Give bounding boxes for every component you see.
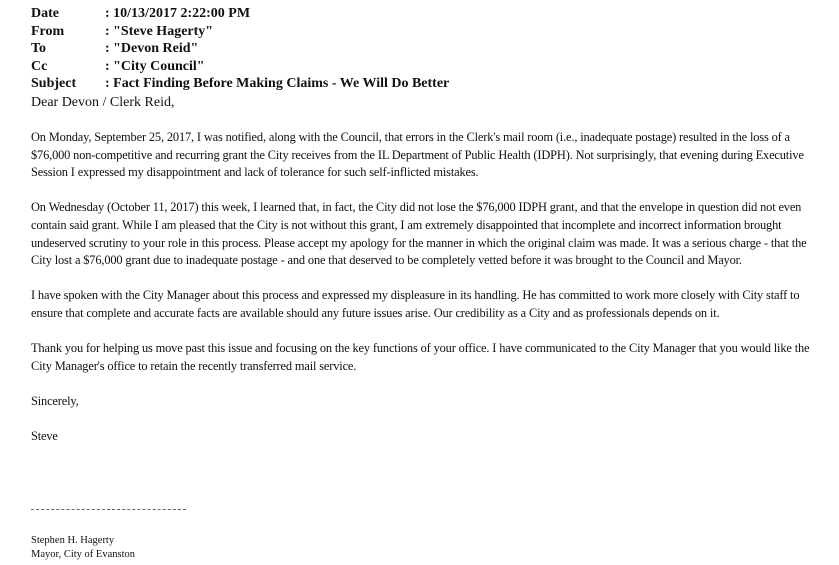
email-body xyxy=(31,129,821,446)
from-row xyxy=(31,23,449,41)
signature-block xyxy=(31,534,135,562)
subject-value: : Fact Finding Before Making Claims - We Will Do Better xyxy=(105,76,450,91)
date-row xyxy=(31,5,449,23)
greeting: Dear Devon / Clerk Reid, xyxy=(31,95,175,110)
signature-full-name: Stephen H. Hagerty xyxy=(31,535,115,546)
date-value: : 10/13/2017 2:22:00 PM xyxy=(105,6,251,21)
paragraph-apology: On Wednesday (October 11, 2017) this week, I learned that, in fact, the City did not lose the $76,000 IDPH grant, and that the envelope in question did not even contain said grant. While I am pleased that the City is not without this grant, I am extremely disappointed that incomplete and incorrect information brought undeserved scrutiny to your role in this process. Please accept my apology for the manner in which the original claim was made. It was a serious charge - that the City lost a $76,000 grant due to inadequate postage - and one that deserved to be completely vetted before it was brought to the Council and Mayor. xyxy=(31,200,807,268)
closing: Sincerely, xyxy=(31,393,79,408)
email-header xyxy=(31,5,449,93)
to-row xyxy=(31,40,449,58)
signature-divider xyxy=(31,509,186,510)
to-label: To xyxy=(31,41,47,56)
subject-row xyxy=(31,75,449,93)
signature-title: Mayor, City of Evanston xyxy=(31,549,135,560)
from-value: : "Steve Hagerty" xyxy=(105,23,214,39)
paragraph-city-manager: I have spoken with the City Manager about this process and expressed my displeasure in its handling. He has committed to work more closely with City staff to ensure that complete and accurate facts are available should any future issues arise. Our credibility as a City and as professionals depends on it. xyxy=(31,288,800,320)
from-label: From xyxy=(31,23,65,39)
paragraph-notification: On Monday, September 25, 2017, I was notified, along with the Council, that errors in the Clerk's mail room (i.e., inadequate postage) resulted in the loss of a $76,000 non-competitive and recurring grant the City receives from the IL Department of Public Health (IDPH). Not surprisingly, that evening during Executive Session I expressed my disappointment and lack of tolerance for such self-inflicted mistakes. xyxy=(31,130,804,180)
paragraph-thanks: Thank you for helping us move past this issue and focusing on the key functions of your office. I have communicated to the City Manager that you would like the City Manager's office to retain the recently transferred mail service. xyxy=(31,341,810,373)
sign-name: Steve xyxy=(31,429,58,444)
cc-label: Cc xyxy=(31,58,48,74)
subject-label: Subject xyxy=(31,76,77,91)
cc-value: : "City Council" xyxy=(105,58,205,74)
cc-row xyxy=(31,58,449,76)
date-label: Date xyxy=(31,6,59,21)
to-value: : "Devon Reid" xyxy=(105,41,199,56)
